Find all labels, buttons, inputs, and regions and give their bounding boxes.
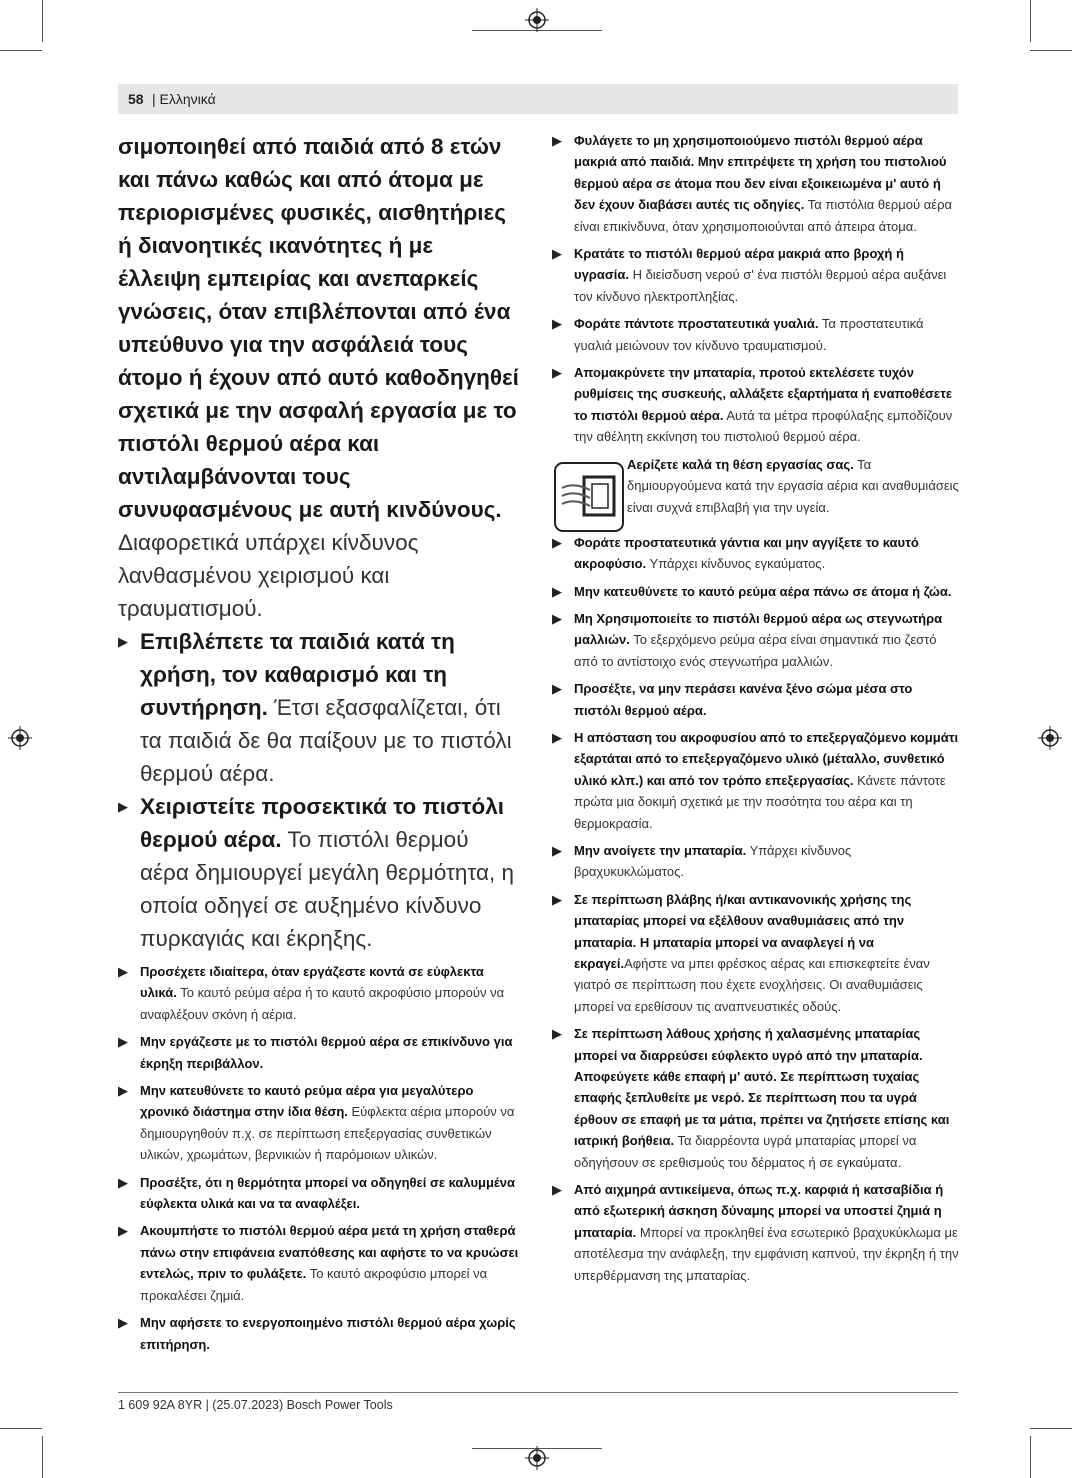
list-item [552,840,962,883]
item-normal: Το καυτό ακροφύσιο μπορεί να προκαλέσει ζημιά. [140,1266,488,1303]
registration-mark-icon [525,8,549,32]
item-normal: Υπάρχει κίνδυνος εγκαύματος. [646,556,826,572]
registration-mark-icon [1038,726,1062,750]
item-bold: Χειριστείτε προσεκτικά το πιστόλι θερμού αέρα. [140,794,504,852]
item-bold: Μην ανοίγετε την μπαταρία. [574,842,747,858]
bullet-triangle-icon: ▶ [118,1223,128,1239]
crop-mark [0,1428,42,1429]
page-header [118,84,958,114]
language-label: | Ελληνικά [152,91,216,107]
item-bold: Μη Χρησιμοποιείτε το πιστόλι θερμού αέρα ως στεγνωτήρα μαλλιών. [574,610,943,648]
bullet-triangle-icon: ▶ [552,534,562,550]
item-bold: Μην αφήσετε το ενεργοποιημένο πιστόλι θερμού αέρα χωρίς επιτήρηση. [140,1315,516,1352]
bullet-triangle-icon: ▶ [118,1034,128,1050]
item-normal: Αφήστε να μπει φρέσκος αέρας και επισκεφτείτε έναν γιατρό σε περίπτωση που έχετε ενοχλήσεις. Οι αναθυμιάσεις μπορεί να ερεθίσουν τις αναπνευστικές οδούς. [574,956,930,1014]
footer-divider [118,1392,958,1393]
list-item [552,313,962,356]
bullet-triangle-icon: ▶ [552,729,562,745]
bullet-triangle-icon: ▶ [552,365,562,381]
item-bold: Απομακρύνετε την μπαταρία, προτού εκτελέσετε τυχόν ρυθμίσεις της συσκευής, αλλάξετε εξαρτήματα ή εναποθέσετε το πιστόλι θερμού αέρα. [574,365,953,423]
intro-bold: σιμοποιηθεί από παιδιά από 8 ετών και πάνω καθώς και από άτομα με περιορισμένες φυσικές, αισθητήριες ή διανοητικές ικανότητες ή με έλλειψη εμπειρίας και ανεπαρκείς γνώσεις, όταν επιβλέπονται από ένα υπεύθυνο για την ασφάλειά τους άτομο ή έχουν από αυτό καθοδηγηθεί σχετικά με την ασφαλή εργασία με το πιστόλι θερμού αέρα και αντιλαμβάνονται τους συνυφασμένους με αυτή κινδύνους. [118,134,519,522]
item-bold: Προσέξτε, ότι η θερμότητα μπορεί να οδηγηθεί σε καλυμμένα εύφλεκτα υλικά και να τα αναφλέξει. [140,1174,516,1212]
intro-paragraph [118,130,520,625]
list-item [552,727,962,834]
item-normal: Τα πιστόλια θερμού αέρα είναι επικίνδυνα, όταν χρησιμοποιούνται από άπειρα άτομα. [574,197,952,234]
list-item [552,1179,962,1286]
bullet-triangle-icon: ▶ [552,1026,562,1042]
crop-mark [0,50,42,51]
item-normal: Υπάρχει κίνδυνος βραχυκυκλώματος. [574,842,852,880]
item-bold: Σε περίπτωση βλάβης ή/και αντικανονικής χρήσης της μπαταρίας μπορεί να εξέλθουν αναθυμιάσεις από την μπαταρία. Η μπαταρία μπορεί να αναφλεγεί ή να εκραγεί. [574,891,912,971]
list-item [552,130,962,237]
registration-mark-icon [525,1446,549,1470]
bullet-triangle-icon: ▶ [552,891,562,907]
item-normal: Το εξερχόμενο ρεύμα αέρα είναι σημαντικά πιο ζεστό από το αντίστοιχο ενός στεγνωτήρα μαλλιών. [574,632,937,669]
item-bold: Φυλάγετε το μη χρησιμοποιούμενο πιστόλι θερμού αέρα μακριά από παιδιά. Μην επιτρέψετε τη χρήση του πιστολιού θερμού αέρα σε άτομα που δεν είναι εξοικειωμένα μ' αυτό ή δεν έχουν διαβάσει αυτές τις οδηγίες. [574,133,947,213]
list-item [118,790,520,955]
list-item [552,362,962,448]
crop-mark [42,1436,43,1478]
list-item [552,243,962,307]
list-item [552,889,962,1017]
bullet-triangle-icon: ▶ [118,1083,128,1099]
bullet-triangle-icon: ▶ [118,634,128,649]
bullet-triangle-icon: ▶ [552,133,562,148]
list-item [552,1023,962,1173]
list-item [552,581,962,602]
item-bold: Φοράτε προστατευτικά γάντια και μην αγγίξετε το καυτό ακροφύσιο. [574,534,919,572]
bullet-triangle-icon: ▶ [118,1315,128,1331]
bullet-triangle-icon: ▶ [552,583,562,599]
bullet-triangle-icon: ▶ [552,316,562,332]
item-bold: Προσέχετε ιδιαίτερα, όταν εργάζεστε κοντά σε εύφλεκτα υλικά. [140,964,484,1001]
item-bold: Μην εργάζεστε με το πιστόλι θερμού αέρα σε επικίνδυνο για έκρηξη περιβάλλον. [140,1034,513,1071]
item-normal: Το καυτό ρεύμα αέρα ή το καυτό ακροφύσιο μπορούν να αναφλέξουν σκόνη ή αέρια. [140,985,505,1022]
list-item [118,961,520,1025]
crop-mark [1030,50,1072,51]
list-item [118,1080,520,1166]
item-bold: Η απόσταση του ακροφυσίου από το επεξεργαζόμενο κομμάτι εξαρτάται από το επεξεργαζόμενο υλικό (μέταλλο, συνθετικό υλικό κλπ.) και από τον τρόπο επεξεργασίας. [574,729,959,788]
ventilation-notice [552,454,962,526]
list-item [118,1312,520,1355]
bullet-triangle-icon: ▶ [552,1182,562,1198]
item-normal: Το πιστόλι θερμού αέρα δημιουργεί μεγάλη θερμότητα, η οποία οδηγεί σε αυξημένο κίνδυνο πυρκαγιάς και έκρηξης. [140,827,515,951]
list-item [552,678,962,721]
item-normal: Αυτά τα μέτρα προφύλαξης εμποδίζουν την αθέλητη εκκίνηση του πιστολιού θερμού αέρα. [574,407,953,445]
bullet-triangle-icon: ▶ [118,1174,128,1190]
right-column [552,130,962,1286]
list-item [118,625,520,790]
page-footer: 1 609 92A 8YR | (25.07.2023) Bosch Power Tools [118,1398,393,1412]
crop-mark [42,0,43,42]
item-bold: Σε περίπτωση λάθους χρήσης ή χαλασμένης μπαταρίας μπορεί να διαρρεύσει εύφλεκτο υγρό από την μπαταρία. Αποφεύγετε κάθε επαφή μ' αυτό. Σε περίπτωση τυχαίας επαφής ξεπλυθείτε με νερό. Σε περίπτωση που τα υγρά έρθουν σε επαφή με τα μάτια, πρέπει να ζητήσετε επίσης και ιατρική βοήθεια. [574,1026,950,1149]
bullet-triangle-icon: ▶ [118,964,128,979]
intro-normal: Διαφορετικά υπάρχει κίνδυνος λανθασμένου χειρισμού και τραυματισμού. [118,530,419,621]
page-number: 58 [128,91,144,107]
item-bold: Μην κατευθύνετε το καυτό ρεύμα αέρα για μεγαλύτερο χρονικό διάστημα στην ίδια θέση. [140,1083,474,1120]
item-bold: Προσέξτε, να μην περάσει κανένα ξένο σώμα μέσα στο πιστόλι θερμού αέρα. [574,681,913,718]
item-normal: Τα προστατευτικά γυαλιά μειώνουν τον κίνδυνο τραυματισμού. [574,316,924,353]
bullet-triangle-icon: ▶ [552,842,562,858]
item-bold: Επιβλέπετε τα παιδιά κατά τη χρήση, τον καθαρισμό και τη συντήρηση. [140,629,455,720]
crop-mark [1030,1436,1031,1478]
crop-mark [1030,1428,1072,1429]
list-item [552,532,962,575]
item-bold: Ακουμπήστε το πιστόλι θερμού αέρα μετά τη χρήση σταθερά πάνω στην επιφάνεια εναπόθεσης και αφήστε το να κρυώσει εντελώς, πριν το φυλάξετε. [140,1223,519,1282]
item-bold: Από αιχμηρά αντικείμενα, όπως π.χ. καρφιά ή κατσαβίδια ή από εξωτερική άσκηση δύναμης μπορεί να υποστεί ζημιά η μπαταρία. [574,1182,944,1240]
item-normal: Κάνετε πάντοτε πρώτα μια δοκιμή σχετικά με την ποσότητα του αέρα και τη θερμοκρασία. [574,772,946,831]
list-item [552,608,962,672]
crop-mark [1030,0,1031,42]
bullet-triangle-icon: ▶ [552,681,562,697]
bullet-triangle-icon: ▶ [552,610,562,626]
item-bold: Κρατάτε το πιστόλι θερμού αέρα μακριά απο βροχή ή υγρασία. [574,246,904,283]
ventilation-bold: Αερίζετε καλά τη θέση εργασίας σας. [627,456,854,472]
ventilation-icon [554,462,624,532]
item-normal: Τα διαρρέοντα υγρά μπαταρίας μπορεί να οδηγήσουν σε ερεθισμούς του δέρματος ή σε εγκαύματα. [574,1133,917,1170]
registration-mark-icon [8,726,32,750]
item-normal: Η διείσδυση νερού σ' ένα πιστόλι θερμού αέρα αυξάνει τον κίνδυνο ηλεκτροπληξίας. [574,267,947,304]
item-normal: Έτσι εξασφαλίζεται, ότι τα παιδιά δε θα παίξουν με το πιστόλι θερμού αέρα. [140,695,512,786]
ventilation-normal: Τα δημιουργούμενα κατά την εργασία αέρια και αναθυμιάσεις είναι συχνά επιβλαβή για την υγεία. [627,456,959,515]
item-normal: Μπορεί να προκληθεί ένα εσωτερικό βραχυκύκλωμα με αποτέλεσμα την ανάφλεξη, την εμφάνιση καπνού, την έκρηξη ή την υπερθέρμανση της μπαταρίας. [574,1224,959,1283]
item-bold: Μην κατευθύνετε το καυτό ρεύμα αέρα πάνω σε άτομα ή ζώα. [574,583,952,599]
bullet-triangle-icon: ▶ [552,246,562,262]
list-item [118,1031,520,1074]
list-item [118,1220,520,1306]
list-item [118,1172,520,1215]
item-bold: Φοράτε πάντοτε προστατευτικά γυαλιά. [574,316,819,332]
left-column [118,130,520,1355]
bullet-triangle-icon: ▶ [118,799,128,814]
item-normal: Εύφλεκτα αέρια μπορούν να δημιουργηθούν π.χ. σε περίπτωση επεξεργασίας συνθετικών υλικών, χρωμάτων, βερνικιών ή παρόμοιων υλικών. [140,1104,515,1163]
